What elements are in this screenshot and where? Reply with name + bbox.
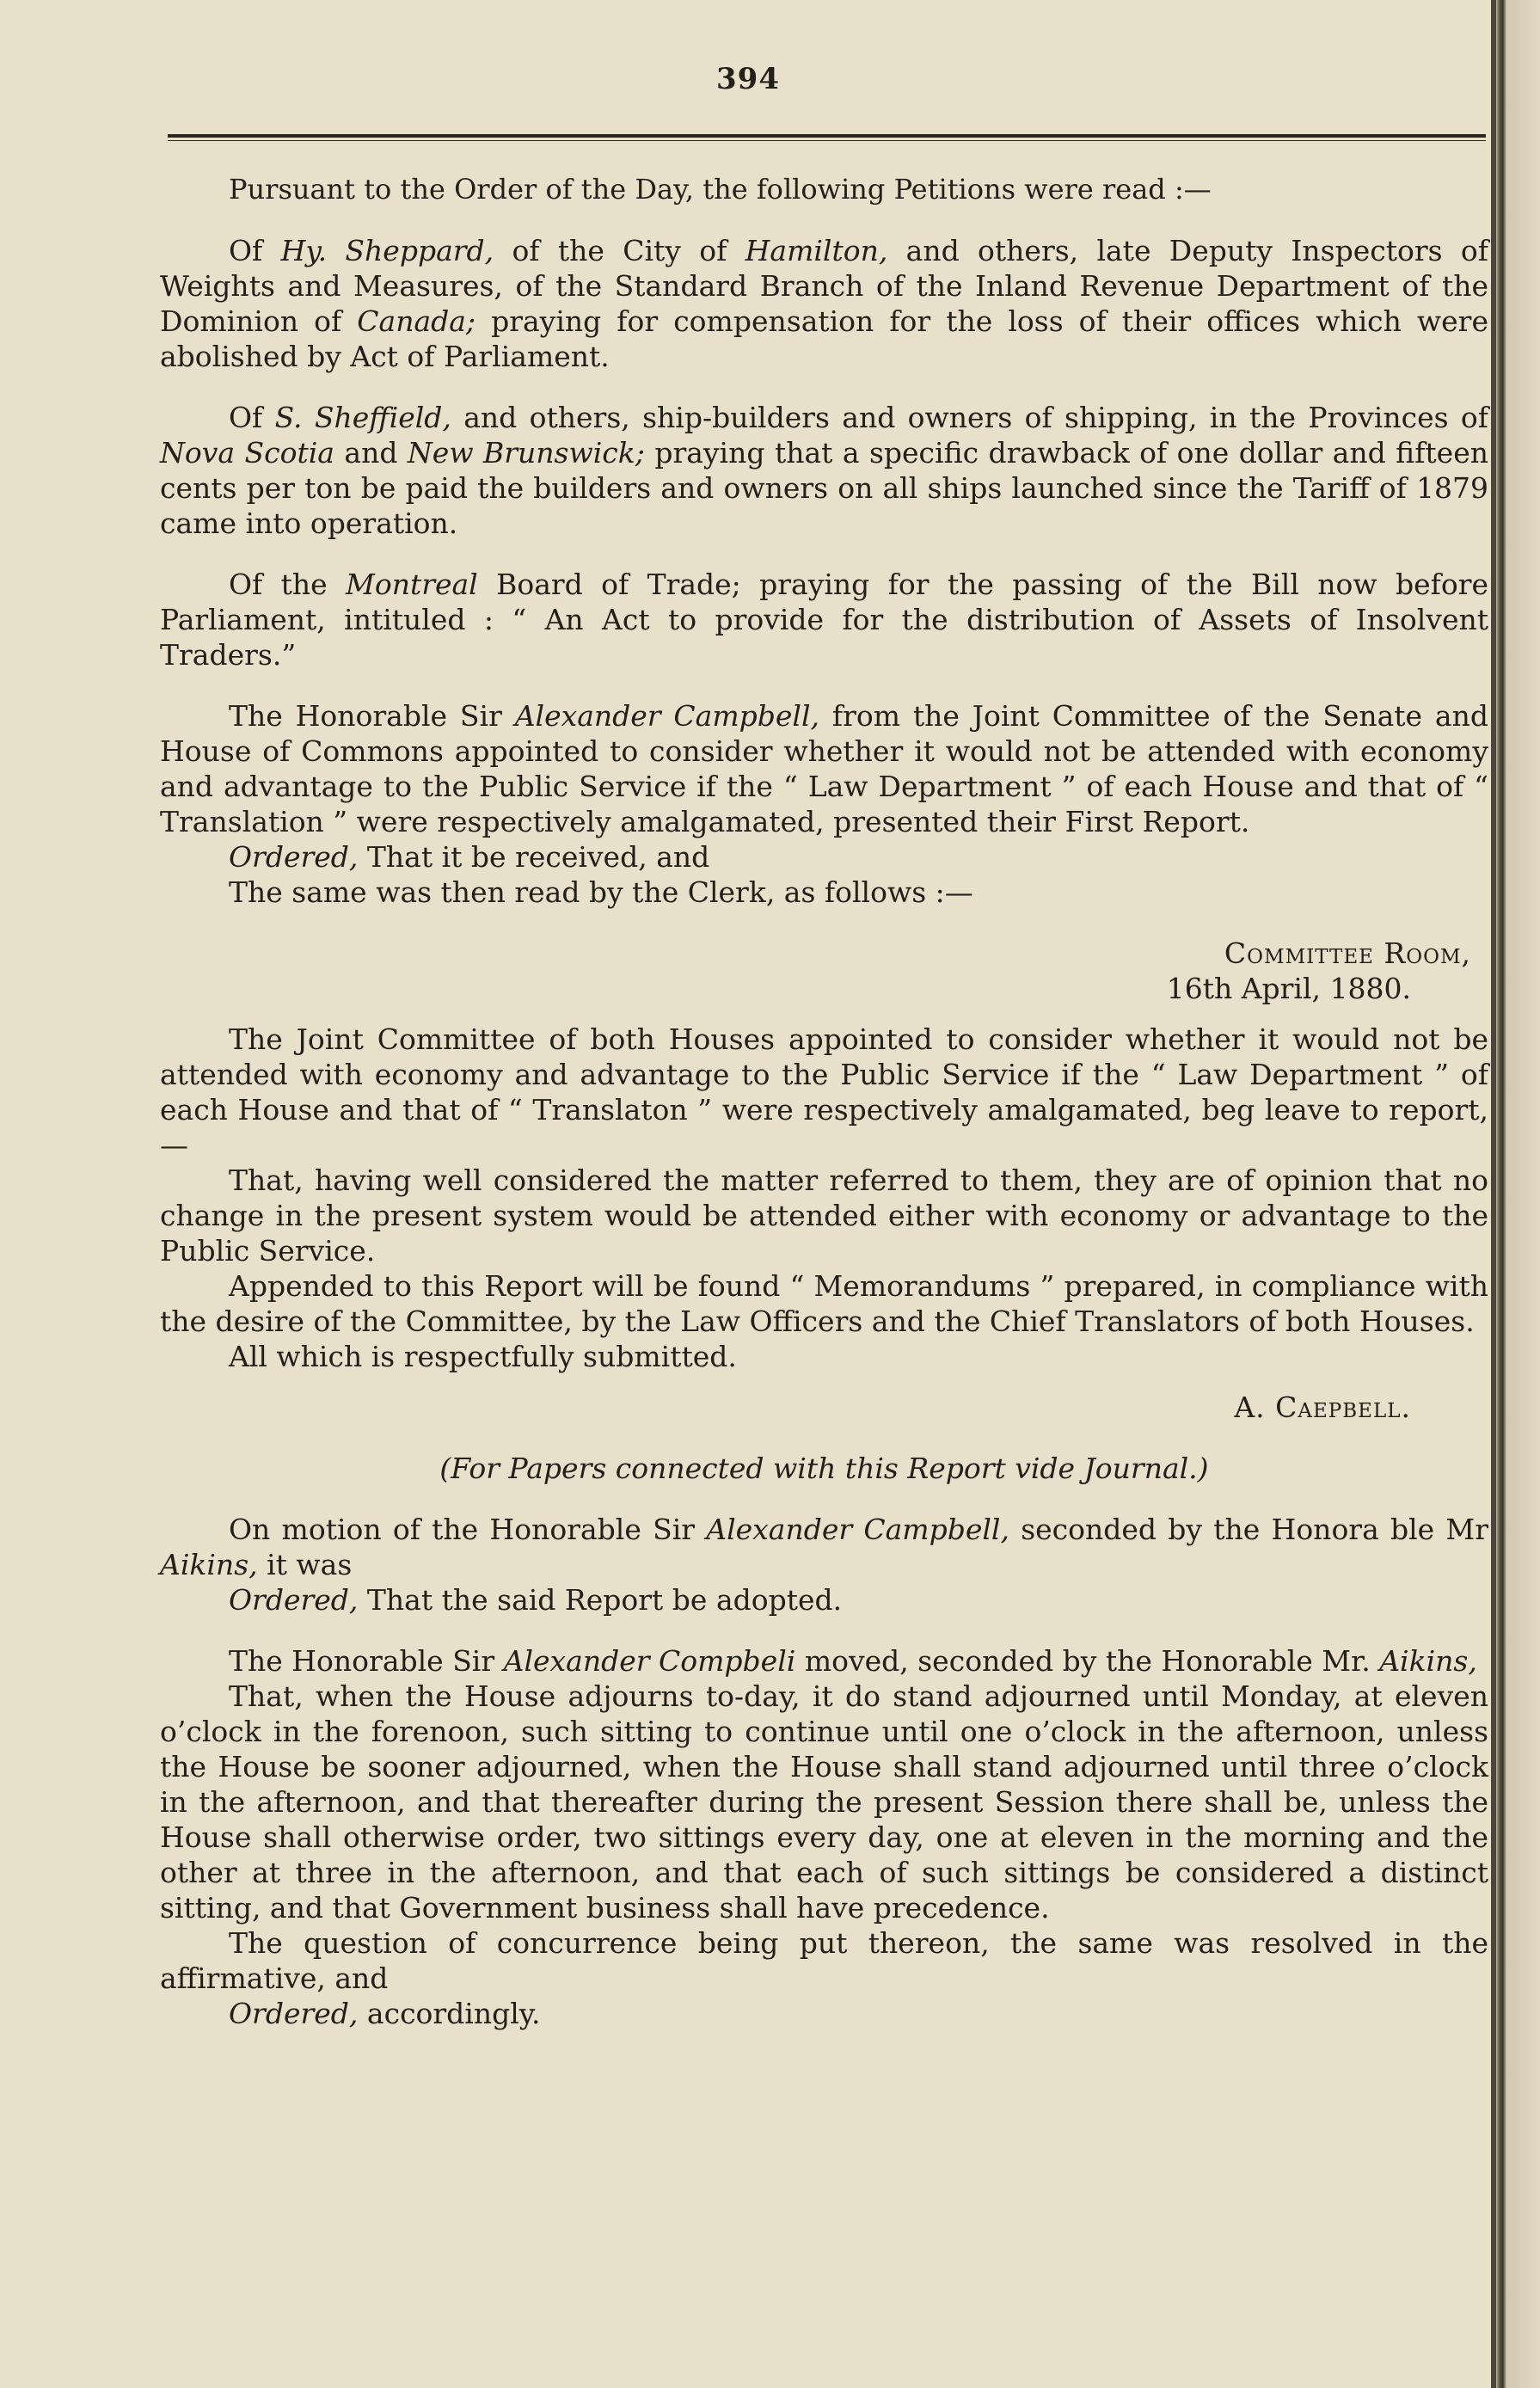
committee-room: Committee Room, <box>1224 936 1471 970</box>
page-number: 394 <box>716 62 780 96</box>
read-by-clerk: The same was then read by the Clerk, as follows :— <box>229 875 973 909</box>
page-body <box>160 172 1488 2031</box>
report-body-3: Appended to this Report will be found “ Memorandums ” prepared, in compliance with the desire of the Committee, by the Law Officers and the Chief Translators of both Houses. <box>160 1269 1488 1338</box>
papers-note: (For Papers connected with this Report vide Journal.) <box>439 1452 1209 1485</box>
report-date: 16th April, 1880. <box>1166 972 1411 1005</box>
intro-paragraph: Pursuant to the Order of the Day, the following Petitions were read :— <box>229 173 1212 206</box>
petition-sheffield: Of S. Sheffield, and others, ship-builders and owners of shipping, in the Provinces of Nova Scotia and New Brunswick; praying that a specific drawback of one dollar and fifteen cents per ton be paid the builders and owners on all ships launched since the Tariff of 1879 came into operation. <box>160 401 1488 540</box>
report-body-2: That, having well considered the matter referred to them, they are of opinion that no change in the present system would be attended either with economy or advantage to the Public Service. <box>160 1163 1488 1268</box>
report-body-1: The Joint Committee of both Houses appointed to consider whether it would not be attended with economy and advantage to the Public Service if the “ Law Department ” of each House and that of “ Translaton ” were respectively amalgamated, beg leave to report,— <box>160 1022 1488 1162</box>
ordered-accordingly: Ordered, accordingly. <box>229 1997 541 2030</box>
petition-sheppard: Of Hy. Sheppard, of the City of Hamilton, and others, late Deputy Inspectors of Weights and Measures, of the Standard Branch of the Inland Revenue Department of the Dominion of Canada; praying for compensation for the loss of their offices which were abolished by Act of Parliament. <box>160 234 1488 373</box>
ordered-adopted: Ordered, That the said Report be adopted. <box>229 1583 843 1617</box>
report-signature: A. Caepbell. <box>1234 1390 1411 1424</box>
motion-adopt-report: On motion of the Honorable Sir Alexander Campbell, seconded by the Honora ble Mr Aikins, it was <box>160 1513 1488 1581</box>
page-gutter <box>1496 0 1540 2388</box>
report-submitted: All which is respectfully submitted. <box>229 1340 737 1373</box>
petition-montreal: Of the Montreal Board of Trade; praying for the passing of the Bill now before Parliament, intituled : “ An Act to provide for the distribution of Assets of Insolvent Traders.” <box>160 568 1489 672</box>
motion-adjournment-body: That, when the House adjourns to-day, it do stand adjourned until Monday, at eleven o’clock in the forenoon, such sitting to continue until one o’clock in the afternoon, unless the House be sooner adjourned, when the House shall stand adjourned until three o’clock in the afternoon, and that thereafter during the present Session there shall be, unless the House shall otherwise order, two sittings every day, one at eleven in the morning and the other at three in the afternoon, and that each of such sittings be considered a distinct sitting, and that Government business shall have precedence. <box>160 1679 1488 1925</box>
question-concurrence: The question of concurrence being put thereon, the same was resolved in the affirmative, and <box>160 1926 1488 1995</box>
report-presentation: The Honorable Sir Alexander Campbell, from the Joint Committee of the Senate and House of Commons appointed to consider whether it would not be attended with economy and advantage to the Public Service if the “ Law Department ” of each House and that of “ Translation ” were respectively amalgamated, presented their First Report. <box>160 699 1488 838</box>
header-rule <box>168 134 1486 143</box>
motion-adjournment: The Honorable Sir Alexander Compbeli moved, seconded by the Honorable Mr. Aikins, <box>229 1644 1477 1678</box>
ordered-received: Ordered, That it be received, and <box>229 840 710 874</box>
